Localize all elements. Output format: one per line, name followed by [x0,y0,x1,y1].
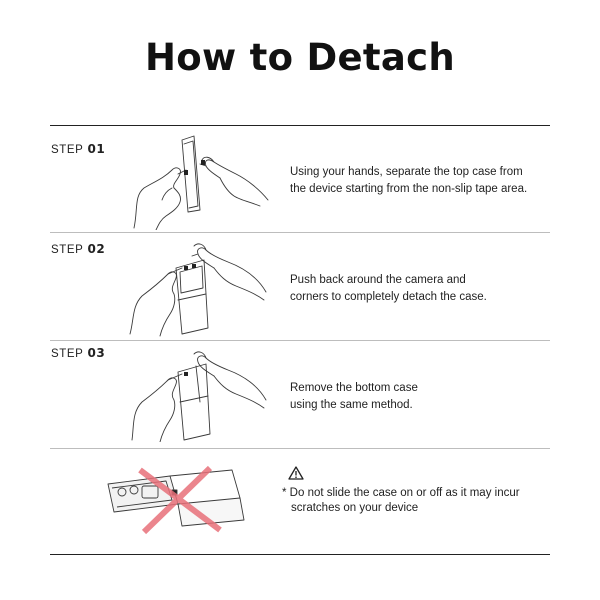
top-rule [50,125,550,126]
step-01-number: 01 [87,142,106,156]
bottom-rule [50,554,550,555]
step-divider [50,232,550,233]
step-03-label: STEP 03 [51,346,106,360]
hands-pushing-camera-area-illustration [120,238,270,338]
step-01-description: Using your hands, separate the top case from the device starting from the non-slip tape area. [290,166,528,195]
hands-separating-top-case-illustration [120,130,270,230]
page-title: How to Detach [144,36,456,79]
step-03-description: Remove the bottom case using the same method. [290,382,418,411]
step-02-number: 02 [87,242,106,256]
step-divider [50,340,550,341]
step-02-description: Push back around the camera and corners to completely detach the case. [290,274,487,303]
step-01-label: STEP 01 [51,142,106,156]
warning-triangle-icon [288,466,304,480]
step-03-number: 03 [87,346,106,360]
step-divider [50,448,550,449]
step-02-label: STEP 02 [51,242,106,256]
warning-text: * Do not slide the case on or off as it may incur scratches on your device [282,487,520,514]
hands-removing-bottom-case-illustration [120,342,270,442]
sliding-case-crossed-out-illustration [100,460,250,540]
